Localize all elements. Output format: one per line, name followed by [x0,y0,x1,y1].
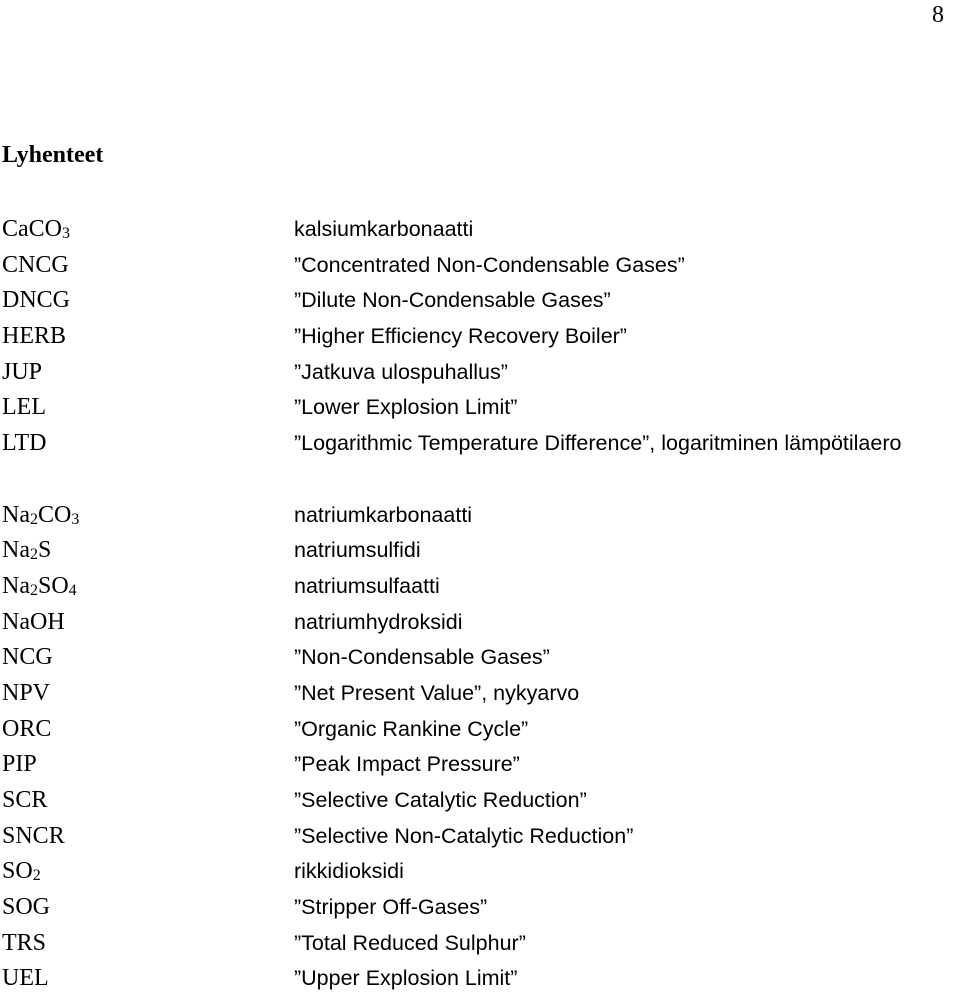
abbreviation-definition: ”Non-Condensable Gases” [294,645,550,670]
abbreviation-term [2,426,46,462]
term-text: SOG [2,894,51,921]
abbreviation-row [0,569,960,605]
term-text: Na [2,537,30,564]
term-text: Na [2,501,30,528]
abbreviation-definition: ”Dilute Non-Condensable Gases” [294,288,611,313]
abbreviation-definition: ”Concentrated Non-Condensable Gases” [294,252,685,277]
abbreviation-term [2,747,37,783]
abbreviation-term [2,212,70,248]
term-subscript: 4 [68,581,77,599]
abbreviation-term [2,498,79,534]
section-heading: Lyhenteet [2,142,104,168]
abbreviation-row [0,961,960,997]
abbreviation-row [0,747,960,783]
term-text: LTD [2,430,47,457]
term-text: SCR [2,787,48,814]
abbreviation-definition: ”Logarithmic Temperature Difference”, logaritminen lämpötilaero [294,431,902,456]
term-text: NPV [2,679,51,706]
term-text: SNCR [2,822,65,849]
abbreviation-term [2,712,51,748]
abbreviation-term [2,355,42,391]
abbreviation-definition: natriumsulfidi [294,538,421,563]
abbreviation-term [2,640,53,676]
abbreviation-definition: ”Stripper Off-Gases” [294,895,488,920]
abbreviation-definition: kalsiumkarbonaatti [294,217,474,241]
abbreviation-term [2,961,49,997]
term-text: JUP [2,358,43,385]
term-text: Na [2,572,30,599]
abbreviation-term [2,605,65,641]
term-text: TRS [2,929,47,956]
abbreviation-row [0,640,960,676]
abbreviation-row [0,533,960,569]
abbreviation-row [0,712,960,748]
abbreviation-term [2,569,77,605]
term-subscript: 3 [62,225,70,242]
term-text: ORC [2,715,52,742]
abbreviation-row [0,248,960,284]
term-text: PIP [2,751,37,778]
abbreviation-definition: ”Peak Impact Pressure” [294,752,520,777]
abbreviation-row [0,319,960,355]
abbreviation-row [0,426,960,497]
term-text: DNCG [2,287,71,314]
abbreviation-definition: ”Selective Non-Catalytic Reduction” [294,823,634,848]
abbreviation-definition: natriumkarbonaatti [294,502,473,527]
term-text: NCG [2,644,53,671]
abbreviation-row [0,676,960,712]
term-text: LEL [2,394,46,421]
abbreviation-term [2,533,51,569]
abbreviation-term [2,283,70,319]
term-text: NaOH [2,608,65,635]
term-text: S [37,537,52,564]
abbreviation-row [0,498,960,534]
abbreviation-row [0,355,960,391]
abbreviation-definition: ”Upper Explosion Limit” [294,966,518,991]
abbreviation-definition: ”Lower Explosion Limit” [294,395,518,420]
term-subscript: 2 [32,867,41,885]
abbreviation-definition: ”Total Reduced Sulphur” [294,930,526,955]
term-subscript: 3 [71,510,80,528]
abbreviation-term [2,248,69,284]
abbreviation-row [0,926,960,962]
abbreviation-definition: rikkidioksidi [294,859,404,884]
term-text: HERB [2,323,67,350]
abbreviation-row [0,390,960,426]
abbreviation-term [2,319,66,355]
abbreviation-row [0,283,960,319]
term-text: SO [37,572,69,599]
term-text: SO [2,858,33,885]
abbreviation-definition: ”Jatkuva ulospuhallus” [294,359,508,384]
term-subscript: 2 [29,546,38,564]
page-number: 8 [932,2,944,28]
abbreviation-term [2,676,50,712]
abbreviation-list [0,212,960,997]
abbreviation-definition: ”Net Present Value”, nykyarvo [294,680,580,705]
abbreviation-row [0,819,960,855]
abbreviation-term [2,783,47,819]
term-text: CNCG [2,251,69,278]
abbreviation-definition: ”Higher Efficiency Recovery Boiler” [294,324,627,349]
abbreviation-definition: ”Organic Rankine Cycle” [294,716,529,741]
abbreviation-definition: natriumhydroksidi [294,609,463,634]
abbreviation-term [2,390,46,426]
abbreviation-definition: natriumsulfaatti [294,573,440,598]
term-text: CO [37,501,72,528]
abbreviation-row [0,212,960,248]
abbreviation-row [0,890,960,926]
abbreviation-row [0,854,960,890]
abbreviation-term [2,819,65,855]
term-subscript: 2 [29,581,38,599]
abbreviation-term [2,926,46,962]
abbreviation-row [0,605,960,641]
abbreviation-term [2,890,50,926]
term-text: UEL [2,965,49,992]
term-subscript: 2 [29,510,38,528]
abbreviation-term [2,854,41,890]
abbreviation-definition: ”Selective Catalytic Reduction” [294,788,587,813]
abbreviation-row [0,783,960,819]
term-text: CaCO [2,216,62,242]
